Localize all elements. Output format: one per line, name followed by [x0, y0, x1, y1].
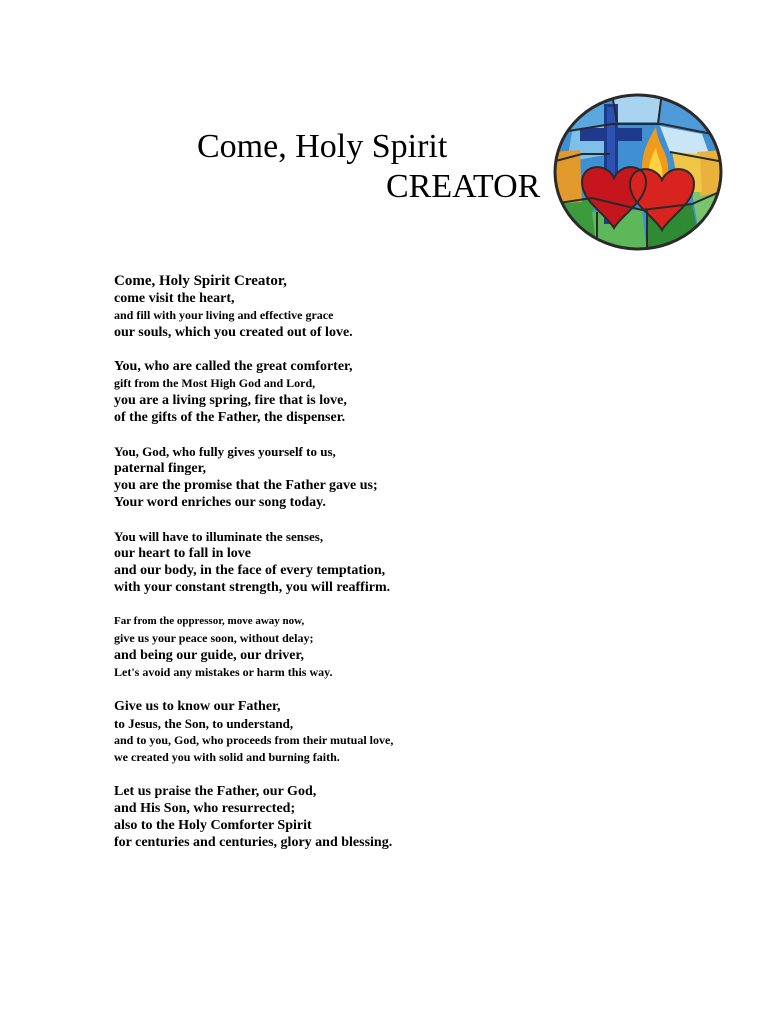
stanza-2 [114, 358, 674, 426]
verse-line: you are the promise that the Father gave us; [114, 478, 378, 493]
verse-line: You, God, who fully gives yourself to us, [114, 444, 336, 459]
verse-line: to Jesus, the Son, to understand, [114, 716, 294, 731]
verse-line: and our body, in the face of every temptation, [114, 563, 386, 578]
verse-line: give us your peace soon, without delay; [114, 631, 314, 645]
verse-line: we created you with solid and burning faith. [114, 750, 340, 764]
stained-glass-cross-hearts-flame-icon [552, 92, 724, 252]
verse-line: You will have to illuminate the senses, [114, 529, 324, 544]
stanza-7 [114, 783, 674, 851]
verse-line: Your word enriches our song today. [114, 495, 326, 510]
verse-line: for centuries and centuries, glory and blessing. [114, 835, 393, 850]
verse-line: gift from the Most High God and Lord, [114, 376, 316, 390]
stanza-4 [114, 528, 674, 596]
stanza-6 [114, 698, 674, 766]
verse-line: our heart to fall in love [114, 546, 252, 561]
verse-line: our souls, which you created out of love. [114, 325, 353, 340]
verse-line: of the gifts of the Father, the dispenser. [114, 410, 346, 425]
verse-line: you are a living spring, fire that is love, [114, 393, 347, 408]
verse-line: Come, Holy Spirit Creator, [114, 273, 287, 289]
verse-line: Let us praise the Father, our God, [114, 784, 317, 799]
verse-line: and His Son, who resurrected; [114, 801, 296, 816]
verse-line: and being our guide, our driver, [114, 648, 304, 663]
verse-line: also to the Holy Comforter Spirit [114, 818, 312, 833]
stanza-3 [114, 443, 674, 511]
verse-line: come visit the heart, [114, 291, 235, 306]
verse-line: and fill with your living and effective grace [114, 308, 334, 322]
verse-line: You, who are called the great comforter, [114, 359, 353, 374]
verse-line: Give us to know our Father, [114, 699, 281, 714]
stanza-1 [114, 273, 674, 341]
verse-line: paternal finger, [114, 461, 207, 476]
verse-line: with your constant strength, you will reaffirm. [114, 580, 391, 595]
verse-line: Let's avoid any mistakes or harm this way. [114, 665, 333, 679]
stanza-5 [114, 613, 674, 681]
hymn-verses [114, 273, 674, 868]
verse-line: Far from the oppressor, move away now, [114, 615, 305, 627]
verse-line: and to you, God, who proceeds from their mutual love, [114, 733, 394, 747]
page-title: Come, Holy Spirit [197, 128, 448, 165]
page-subtitle: CREATOR [386, 168, 541, 205]
